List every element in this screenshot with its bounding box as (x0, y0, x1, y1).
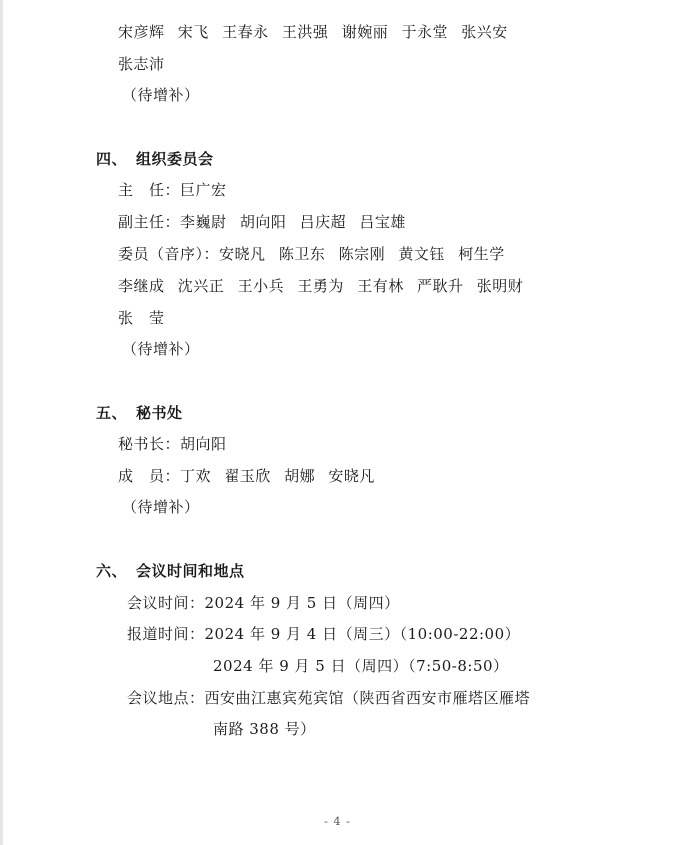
pending-note: （待增补） (122, 340, 200, 358)
chair-label: 主 任： (118, 181, 181, 199)
secretary-general-line (118, 434, 227, 454)
person-name: 胡向阳 (239, 213, 287, 231)
person-name: 王小兵 (237, 277, 285, 295)
members-line-3 (118, 308, 173, 328)
venue-line (127, 688, 530, 708)
pending-note: （待增补） (122, 498, 200, 516)
person-name: 翟玉欣 (224, 467, 271, 485)
person-name: 陈宗刚 (338, 245, 386, 263)
registration-time-line-2: 2024 年 9 月 5 日（周四）（7:50-8:50） (213, 657, 509, 675)
members-line-1 (118, 244, 513, 264)
person-name: 陈卫东 (278, 245, 326, 263)
person-name: 张兴安 (461, 23, 508, 41)
members-label: 委员（音序）： (118, 245, 220, 263)
vice-chair-label: 副主任： (118, 213, 181, 231)
meeting-time-line (127, 593, 400, 613)
person-name: 安晓凡 (328, 467, 375, 485)
section-title: 组织委员会 (136, 150, 214, 168)
pending-note: （待增补） (122, 86, 200, 104)
person-name: 李巍尉 (180, 213, 227, 231)
section-heading-secretariat (96, 403, 183, 423)
secretary-label: 秘书长： (118, 435, 181, 453)
person-name: 安晓凡 (219, 245, 266, 263)
chair-line (118, 180, 227, 200)
person-name: 张明财 (476, 277, 524, 295)
person-name: 王春永 (222, 23, 269, 41)
section-number: 六、 (96, 562, 128, 580)
secretary-name: 胡向阳 (180, 435, 227, 453)
venue-label: 会议地点： (127, 689, 205, 707)
section-heading-organizing-committee (96, 149, 214, 169)
person-name: 王有林 (357, 277, 404, 295)
chair-name: 巨广宏 (180, 181, 227, 199)
meeting-time-label: 会议时间： (127, 594, 205, 612)
person-name: 宋彦辉 (118, 23, 165, 41)
section-number: 四、 (96, 150, 128, 168)
registration-time-line (127, 624, 520, 644)
person-name: 胡娜 (284, 467, 316, 485)
registration-time-1: 2024 年 9 月 4 日（周三）（10:00-22:00） (204, 625, 521, 643)
meeting-time-value: 2024 年 9 月 5 日（周四） (204, 594, 400, 612)
person-name: 沈兴正 (177, 277, 225, 295)
page-number: - 4 - (324, 815, 351, 828)
person-name: 于永堂 (401, 23, 448, 41)
continued-names-line-1 (118, 22, 516, 42)
person-name: 吕宝雄 (359, 213, 406, 231)
members-line-2 (118, 276, 531, 296)
section-title: 秘书处 (136, 404, 183, 422)
person-name: 王勇为 (297, 277, 344, 295)
person-name: 王洪强 (281, 23, 329, 41)
venue-line-2: 南路 388 号） (213, 720, 316, 738)
person-name: 张 莹 (118, 309, 165, 327)
person-name: 丁欢 (180, 467, 212, 485)
person-name: 谢婉丽 (341, 23, 389, 41)
section-heading-time-venue (96, 561, 245, 581)
venue-value: 西安曲江惠宾苑宾馆（陕西省西安市雁塔区雁塔 (204, 689, 531, 707)
page-edge (0, 0, 3, 845)
section-number: 五、 (96, 404, 128, 422)
person-name: 严耿升 (416, 277, 464, 295)
section-title: 会议时间和地点 (136, 562, 245, 580)
person-name: 吕庆超 (299, 213, 347, 231)
person-name: 宋飞 (177, 23, 209, 41)
person-name: 张志沛 (118, 55, 165, 73)
staff-label: 成 员： (118, 467, 181, 485)
person-name: 李继成 (118, 277, 165, 295)
person-name: 柯生学 (458, 245, 505, 263)
secretariat-members-line (118, 466, 383, 486)
registration-label: 报道时间： (127, 625, 205, 643)
vice-chair-line (118, 212, 414, 232)
continued-names-line-2 (118, 54, 173, 74)
person-name: 黄文钰 (398, 245, 445, 263)
